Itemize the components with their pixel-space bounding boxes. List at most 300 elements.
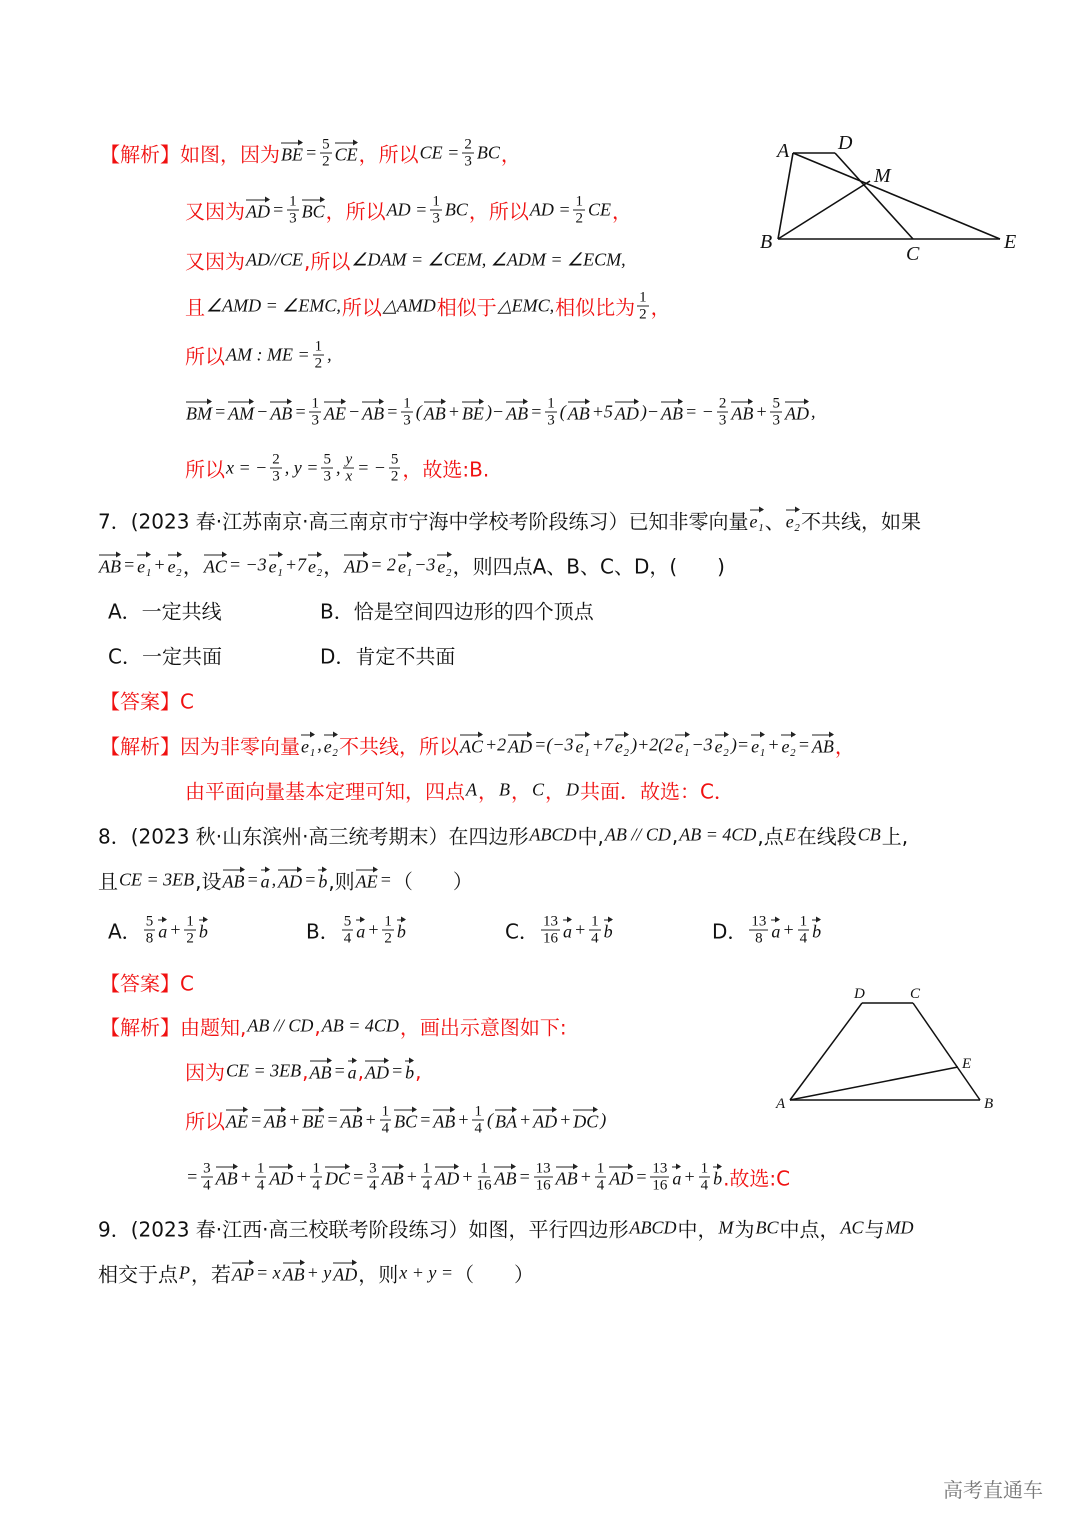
- solution-text: 【解析】因为非零向量: [100, 734, 300, 759]
- fraction-numerator: 13: [652, 1160, 668, 1177]
- math-expression: , y =: [284, 457, 319, 478]
- label-c: C: [910, 986, 921, 1002]
- math-expression: AD =: [529, 199, 571, 220]
- solution-text: 【答案】C: [100, 971, 194, 996]
- solution-text: ,: [314, 1014, 321, 1038]
- vector: e₁: [137, 556, 152, 577]
- vector: AE: [323, 403, 346, 424]
- solution-text: ，所以: [325, 199, 386, 224]
- math-expression: CB: [857, 824, 881, 845]
- question-text: 8．(2023 秋·山东滨州·高三统考期末）在四边形: [98, 824, 529, 849]
- vector: AB: [506, 403, 529, 424]
- math-expression: +: [239, 1166, 252, 1187]
- math-expression: BC: [476, 142, 500, 163]
- solution-text: 不共线，所以: [339, 734, 459, 759]
- vector: e₁: [675, 736, 690, 757]
- label-b: B: [984, 1096, 994, 1112]
- math-expression: =: [518, 1166, 531, 1187]
- math-expression: AB = 4CD: [679, 824, 757, 845]
- vector: e₁: [749, 511, 764, 532]
- vector: AB: [381, 1168, 404, 1189]
- fraction-denominator: 4: [312, 1177, 320, 1194]
- vector: a: [672, 1168, 682, 1189]
- math-expression: +: [457, 1109, 470, 1130]
- math-expression: +: [367, 919, 380, 940]
- fraction-denominator: 4: [591, 930, 599, 947]
- vector: AB: [99, 556, 121, 577]
- math-expression: A: [466, 779, 477, 800]
- fraction-numerator: 1: [403, 395, 411, 412]
- fraction-numerator: 2: [464, 136, 472, 153]
- segment-ae: [790, 1067, 958, 1100]
- solution-text: ，: [611, 199, 632, 224]
- question-text: C．一定共面: [108, 644, 222, 669]
- fraction-denominator: 16: [535, 1177, 551, 1194]
- fraction-denominator: 4: [203, 1177, 211, 1194]
- fraction-numerator: 13: [535, 1160, 551, 1177]
- math-expression: =: [304, 869, 317, 890]
- solution-text: 所以: [185, 344, 225, 369]
- math-expression: +: [295, 1166, 308, 1187]
- figure-trapezoid-abcd: [790, 1003, 980, 1100]
- segment-ab: [778, 153, 793, 239]
- vector: AM: [228, 403, 255, 424]
- watermark: 高考直通车: [943, 1478, 1043, 1502]
- vector: AD: [333, 1264, 358, 1285]
- vector: AB: [264, 1111, 287, 1132]
- math-expression: ,: [271, 869, 277, 890]
- question-text: 中，: [677, 1217, 718, 1242]
- vector: b: [198, 921, 208, 942]
- fraction-numerator: 1: [186, 913, 194, 930]
- math-expression: (: [415, 401, 422, 422]
- question-text: B．: [306, 919, 340, 944]
- fraction-numerator: 1: [700, 1160, 709, 1177]
- fraction-numerator: 3: [369, 1160, 377, 1177]
- question-text: 在线段: [796, 824, 857, 849]
- question-text: C．: [505, 919, 539, 944]
- math-expression: P: [179, 1262, 190, 1283]
- vector: e₂: [308, 556, 323, 577]
- vector: b: [812, 921, 822, 942]
- vector: AC: [460, 736, 484, 757]
- fraction-numerator: 1: [256, 1160, 265, 1177]
- solution-text: ,: [415, 1059, 422, 1083]
- vector: e₂: [437, 556, 452, 577]
- math-expression: +: [169, 919, 182, 940]
- vector: b: [603, 921, 613, 942]
- segment-cb: [913, 1003, 980, 1100]
- fraction-denominator: 4: [596, 1177, 605, 1194]
- fraction-denominator: 4: [474, 1120, 482, 1137]
- vector: b: [318, 871, 328, 892]
- fraction-numerator: 1: [547, 395, 555, 412]
- fraction-numerator: 1: [311, 395, 319, 412]
- fraction-denominator: 16: [652, 1177, 668, 1194]
- math-expression: +: [405, 1166, 418, 1187]
- vector: AD: [344, 556, 369, 577]
- vector: e₂: [714, 736, 729, 757]
- vector: e₁: [575, 736, 590, 757]
- vector: AB: [811, 736, 834, 757]
- math-expression: =: [351, 1166, 365, 1187]
- fraction-numerator: 13: [542, 913, 558, 930]
- fraction-numerator: 1: [474, 1103, 482, 1120]
- vector: AB: [731, 403, 754, 424]
- math-expression: AC: [840, 1217, 864, 1238]
- solution-text: 又因为: [185, 199, 245, 224]
- fraction-numerator: 1: [799, 913, 808, 930]
- vector: AD: [784, 403, 809, 424]
- vector: e₂: [785, 511, 800, 532]
- math-expression: ,: [810, 401, 816, 422]
- question-text: 上,: [881, 824, 909, 849]
- math-expression: ): [600, 1109, 607, 1130]
- vector: AD: [614, 403, 639, 424]
- fraction-numerator: 1: [384, 913, 392, 930]
- vector: AD: [533, 1111, 558, 1132]
- fraction-numerator: 1: [312, 1160, 320, 1177]
- fraction-numerator: 1: [591, 913, 599, 930]
- vector: e₂: [323, 736, 338, 757]
- solution-text: ，故选:B.: [402, 457, 490, 482]
- solution-text: ，: [511, 779, 531, 804]
- math-expression: −3: [414, 554, 436, 575]
- math-expression: =: [386, 401, 399, 422]
- fraction-numerator: 5: [343, 913, 352, 930]
- fraction-numerator: 1: [422, 1160, 431, 1177]
- question-text: 7．(2023 春·江苏南京·高三南京市宁海中学校考阶段练习）已知非零向量: [98, 509, 749, 534]
- math-expression: E: [784, 824, 796, 845]
- math-expression: =: [272, 199, 285, 220]
- fraction-numerator: y: [345, 451, 353, 468]
- solution-text: 【解析】由题知,: [100, 1015, 247, 1040]
- fraction-numerator: 3: [203, 1160, 211, 1177]
- question-text: B．恰是空间四边形的四个顶点: [320, 599, 594, 624]
- fraction-denominator: 4: [381, 1120, 390, 1137]
- vector: BE: [461, 403, 484, 424]
- vector: e₁: [751, 736, 766, 757]
- math-expression: −: [347, 401, 361, 422]
- math-expression: CE =: [419, 142, 460, 163]
- fraction-numerator: 5: [145, 913, 154, 930]
- question-text: ,则: [328, 869, 355, 894]
- solution-text: 【解析】如图，因为: [100, 142, 280, 167]
- solution-text: 又因为: [185, 249, 245, 274]
- vector: DC: [324, 1168, 350, 1189]
- question-text: ，: [182, 554, 203, 579]
- vector: e₂: [781, 736, 796, 757]
- solution-text: .故选:C: [723, 1166, 791, 1191]
- vector: e₁: [268, 556, 283, 577]
- vector: a: [260, 871, 270, 892]
- fraction-denominator: 2: [639, 306, 647, 323]
- label-d: D: [854, 986, 865, 1002]
- math-expression: +2: [485, 734, 507, 755]
- math-expression: = 2: [370, 554, 396, 575]
- math-expression: =: [635, 1166, 648, 1187]
- label-m: M: [874, 165, 891, 187]
- label-a: A: [776, 1096, 786, 1112]
- fraction-denominator: 3: [432, 210, 440, 227]
- question-text: 相交于点: [98, 1262, 178, 1287]
- vector: BC: [301, 201, 325, 222]
- math-expression: =: [250, 1109, 263, 1130]
- math-expression: +: [573, 919, 587, 940]
- vector: AB: [215, 1168, 238, 1189]
- vector: e₁: [301, 736, 316, 757]
- math-expression: +7: [591, 734, 613, 755]
- vector: e₁: [397, 556, 413, 577]
- solution-text: ，: [650, 295, 671, 320]
- fraction-denominator: 16: [476, 1177, 492, 1194]
- math-expression: AB // CD: [604, 824, 671, 845]
- math-expression: CE: [587, 199, 611, 220]
- vector: AC: [203, 556, 227, 577]
- math-expression: = −: [685, 401, 714, 422]
- fraction-denominator: 8: [755, 930, 763, 947]
- label-b: B: [760, 231, 773, 253]
- math-expression: (: [486, 1109, 493, 1130]
- vector: AB: [661, 403, 684, 424]
- math-expression: +: [683, 1166, 696, 1187]
- question-text: ，若: [191, 1262, 231, 1287]
- solution-text: ，所以: [468, 199, 529, 224]
- question-text: ,: [671, 823, 679, 847]
- solution-text: 因为: [185, 1060, 225, 1085]
- vector: AB: [309, 1062, 332, 1083]
- math-expression: +: [288, 1109, 301, 1130]
- question-text: 且: [98, 869, 118, 894]
- math-expression: ,: [335, 457, 341, 478]
- label-e: E: [1004, 231, 1017, 253]
- question-text: ，则: [358, 1262, 399, 1287]
- math-expression: =: [797, 734, 810, 755]
- math-expression: +: [767, 734, 780, 755]
- vector: AB: [222, 871, 245, 892]
- vector: AD: [435, 1168, 460, 1189]
- vector: AB: [270, 403, 293, 424]
- math-expression: ,: [317, 734, 322, 755]
- math-expression: +7: [284, 554, 307, 575]
- fraction-denominator: 2: [186, 930, 194, 947]
- question-text: 为: [734, 1217, 755, 1242]
- vector: AB: [282, 1264, 305, 1285]
- vector: AD: [278, 871, 303, 892]
- vector: AB: [555, 1168, 578, 1189]
- fraction-denominator: 3: [403, 412, 411, 429]
- math-expression: = −: [357, 457, 386, 478]
- math-expression: △AMD: [382, 295, 436, 316]
- solution-text: 相似比为: [555, 295, 636, 320]
- math-expression: D: [566, 779, 580, 800]
- solution-text: 【答案】C: [100, 689, 194, 714]
- vector: b: [396, 921, 406, 942]
- vector: BA: [494, 1111, 517, 1132]
- fraction-numerator: 2: [272, 451, 280, 468]
- vector: a: [347, 1062, 357, 1083]
- math-expression: ,: [327, 344, 332, 365]
- math-expression: AB // CD: [247, 1015, 314, 1036]
- math-expression: =: [530, 401, 543, 422]
- math-expression: =: [391, 1060, 404, 1081]
- fraction-numerator: 5: [322, 136, 330, 153]
- fraction-denominator: 4: [422, 1177, 431, 1194]
- fraction-numerator: 1: [289, 193, 297, 210]
- solution-text: 相似于: [436, 295, 497, 320]
- math-expression: =: [333, 1060, 346, 1081]
- math-expression: = −3: [228, 554, 267, 575]
- math-expression: +: [782, 919, 795, 940]
- math-expression: ABCD: [629, 1217, 677, 1238]
- question-text: 不共线，如果: [801, 509, 921, 534]
- question-text: 9．(2023 春·江西·高三校联考阶段练习）如图，平行四边形: [98, 1217, 629, 1242]
- fraction-denominator: 4: [256, 1177, 265, 1194]
- vector: b: [405, 1062, 415, 1083]
- math-expression: +: [153, 554, 166, 575]
- vector: b: [713, 1168, 723, 1189]
- fraction-denominator: 2: [322, 153, 330, 170]
- fraction-denominator: 8: [145, 930, 154, 947]
- vector: DC: [573, 1111, 599, 1132]
- fraction-numerator: 1: [639, 289, 647, 306]
- math-expression: ∠AMD = ∠EMC,: [206, 295, 341, 316]
- fraction-denominator: 2: [575, 210, 583, 227]
- math-expression: M: [718, 1217, 734, 1238]
- math-expression: +: [518, 1109, 532, 1130]
- math-expression: △EMC,: [497, 295, 555, 316]
- fraction-denominator: x: [345, 468, 353, 485]
- math-expression: ABCD: [529, 824, 577, 845]
- vector: AB: [567, 403, 590, 424]
- math-expression: +: [755, 401, 768, 422]
- fraction-denominator: 4: [369, 1177, 377, 1194]
- math-expression: −: [256, 401, 269, 422]
- fraction-numerator: 1: [480, 1160, 488, 1177]
- solution-text: ，: [545, 779, 566, 804]
- vector: AD: [269, 1168, 294, 1189]
- fraction-numerator: 2: [718, 395, 727, 412]
- fraction-denominator: 3: [772, 412, 780, 429]
- math-expression: +: [364, 1109, 377, 1130]
- math-expression: =: [305, 142, 318, 163]
- fraction-denominator: 3: [323, 468, 331, 485]
- fraction-denominator: 3: [547, 412, 555, 429]
- math-expression: CE = 3EB: [119, 869, 195, 890]
- vector: AD: [365, 1062, 390, 1083]
- label-a: A: [777, 140, 790, 162]
- vector: AE: [355, 871, 378, 892]
- question-text: ，: [323, 554, 344, 579]
- segment-bm: [778, 181, 870, 239]
- solution-text: 所以: [341, 295, 382, 320]
- solution-text: 共面．故选：C．: [580, 779, 734, 804]
- fraction-denominator: 4: [343, 930, 352, 947]
- question-text: 与: [864, 1217, 885, 1242]
- vector: AE: [226, 1111, 248, 1132]
- fraction-denominator: 4: [700, 1177, 709, 1194]
- math-expression: +5: [591, 401, 613, 422]
- fraction-denominator: 2: [314, 355, 323, 372]
- fraction-denominator: 2: [384, 930, 392, 947]
- question-text: A．: [108, 919, 142, 944]
- label-d: D: [838, 132, 853, 154]
- math-expression: MD: [885, 1217, 914, 1238]
- solution-text: ,所以: [304, 249, 351, 274]
- fraction-denominator: 3: [289, 210, 297, 227]
- fraction-numerator: 5: [390, 451, 399, 468]
- math-expression: AB = 4CD: [321, 1015, 399, 1036]
- fraction-numerator: 1: [381, 1103, 390, 1120]
- vector: AB: [340, 1111, 363, 1132]
- math-expression: =: [246, 869, 259, 890]
- math-expression: =: [214, 401, 227, 422]
- fraction-numerator: 5: [772, 395, 780, 412]
- fraction-numerator: 1: [575, 193, 583, 210]
- fraction-denominator: 16: [542, 930, 558, 947]
- math-expression: AD =: [386, 199, 428, 220]
- question-text: ,点: [757, 824, 784, 849]
- math-expression: CE = 3EB: [226, 1060, 302, 1081]
- vector: AB: [423, 403, 446, 424]
- vector: a: [356, 921, 366, 942]
- solution-text: ,: [302, 1059, 309, 1083]
- vector: AP: [232, 1264, 254, 1285]
- vector: AD: [246, 201, 270, 222]
- question-text: （ ）: [454, 1262, 535, 1287]
- math-expression: +: [447, 401, 460, 422]
- vector: BE: [281, 144, 303, 165]
- fraction-numerator: 13: [751, 913, 767, 930]
- fraction-denominator: 3: [718, 412, 727, 429]
- fraction-numerator: 1: [596, 1160, 605, 1177]
- solution-text: ，画出示意图如下:: [399, 1015, 567, 1040]
- solution-text: ，所以: [358, 142, 419, 167]
- vector: AB: [494, 1168, 517, 1189]
- solution-text: 所以: [185, 1109, 225, 1134]
- math-expression: = x: [256, 1262, 281, 1283]
- fraction-numerator: 5: [323, 451, 331, 468]
- solution-text: 所以: [185, 457, 225, 482]
- math-expression: =: [294, 401, 307, 422]
- vector: AD: [508, 736, 533, 757]
- vector: AB: [433, 1111, 456, 1132]
- math-expression: + y: [306, 1262, 332, 1283]
- segment-ae: [793, 153, 1000, 239]
- vector: e₂: [614, 736, 630, 757]
- math-expression: AD//CE: [246, 249, 303, 270]
- vector: a: [562, 921, 572, 942]
- math-expression: )=: [730, 734, 750, 755]
- math-expression: B: [499, 779, 510, 800]
- math-expression: BC: [444, 199, 468, 220]
- math-expression: )−: [485, 401, 505, 422]
- fraction-denominator: 3: [272, 468, 280, 485]
- vector: e₂: [167, 556, 182, 577]
- fraction-denominator: 3: [464, 153, 472, 170]
- solution-text: ，: [478, 779, 498, 804]
- vector: BE: [302, 1111, 325, 1132]
- math-expression: =: [326, 1109, 339, 1130]
- question-text: 中,: [577, 824, 604, 849]
- vector: CE: [334, 144, 358, 165]
- vector: BC: [394, 1111, 418, 1132]
- question-text: （ ）: [392, 869, 473, 894]
- math-expression: =(−3: [534, 734, 574, 755]
- math-expression: +: [579, 1166, 592, 1187]
- math-expression: +: [559, 1109, 572, 1130]
- vector: AB: [362, 403, 385, 424]
